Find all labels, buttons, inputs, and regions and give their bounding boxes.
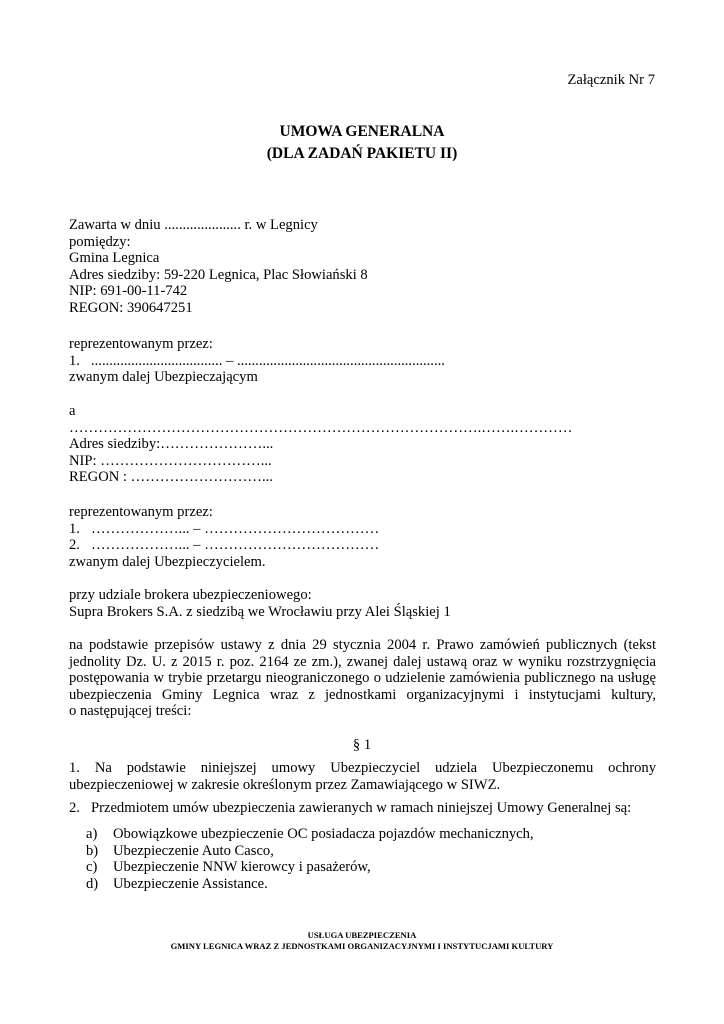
list-item-label: d)	[86, 875, 99, 892]
representative-number: 1.	[69, 352, 80, 369]
representative-number: 2.	[69, 537, 80, 553]
broker-label: przy udziale brokera ubezpieczeniowego:	[69, 587, 312, 603]
party2-address: Adres siedziby:…………………...	[69, 436, 274, 452]
paragraph-number: 2.	[69, 800, 80, 816]
party1-details	[69, 217, 656, 316]
party2-nip: NIP: ……………………………...	[69, 452, 272, 469]
party2-name-line: ………………………………………………………………………….…….…………	[69, 419, 573, 436]
representative-text: ………………... – ………………………………	[91, 520, 380, 537]
party1-regon: REGON: 390647251	[69, 299, 193, 316]
party2-regon: REGON : ………………………...	[69, 469, 273, 485]
section1-paragraph2	[69, 800, 656, 817]
list-item-text: Ubezpieczenie NNW kierowcy i pasażerów,	[113, 859, 371, 875]
representative-row	[69, 521, 656, 538]
broker-section	[69, 587, 656, 620]
document-subtitle: (DLA ZADAŃ PAKIETU II)	[266, 145, 458, 162]
list-item-text: Ubezpieczenie Auto Casco,	[113, 842, 274, 859]
list-item	[86, 843, 534, 860]
basis-line: jednolity Dz. U. z 2015 r. poz. 2164 ze zm.), zwanej dalej ustawą oraz w wyniku rozstrzygnięcia	[69, 653, 656, 670]
party2-details	[69, 403, 656, 486]
footer-line: USŁUGA UBEZPIECZENIA	[307, 930, 417, 940]
party1-name: Gmina Legnica	[69, 250, 160, 266]
party2-role: zwanym dalej Ubezpieczycielem.	[69, 553, 266, 570]
list-item-label: b)	[86, 842, 99, 859]
paragraph-text: Przedmiotem umów ubezpieczenia zawieranych w ramach niniejszej Umowy Generalnej są:	[91, 800, 632, 816]
list-item	[86, 859, 534, 876]
list-item	[86, 876, 534, 893]
basis-line: o następującej treści:	[69, 703, 192, 719]
broker-name: Supra Brokers S.A. z siedzibą we Wrocławiu przy Alei Śląskiej 1	[69, 603, 451, 620]
paragraph-line	[69, 800, 656, 817]
representative-row	[69, 537, 656, 554]
basis-paragraph	[69, 637, 656, 720]
representative-text: ………………... – ………………………………	[91, 537, 380, 553]
list-item-label: a)	[86, 826, 98, 842]
list-item	[86, 826, 534, 843]
list-item-text: Obowiązkowe ubezpieczenie OC posiadacza pojazdów mechanicznych,	[113, 826, 534, 842]
represented-by-label: reprezentowanym przez:	[69, 504, 213, 520]
representative-number: 1.	[69, 520, 80, 537]
basis-line: ubezpieczenia Gminy Legnica wraz z jednostkami organizacyjnymi i instytucjami kultury,	[69, 686, 656, 703]
representative-text: .................................... – .........................................................	[91, 352, 445, 369]
party1-address: Adres siedziby: 59-220 Legnica, Plac Słowiański 8	[69, 266, 368, 283]
and-label: a	[69, 403, 76, 419]
attachment-label: Załącznik Nr 7	[567, 72, 655, 88]
insurance-list	[86, 826, 534, 892]
party1-role: zwanym dalej Ubezpieczającym	[69, 369, 258, 385]
basis-line: postępowania w trybie przetargu nieograniczonego o udzielenie zamówienia publicznego na usługę	[69, 670, 656, 686]
document-title: UMOWA GENERALNA	[279, 123, 445, 140]
contract-date-line: Zawarta w dniu ..................... r. w Legnicy	[69, 217, 318, 233]
list-item-text: Ubezpieczenie Assistance.	[113, 875, 268, 892]
representative-row	[69, 353, 656, 370]
between-label: pomiędzy:	[69, 233, 131, 250]
page-footer	[0, 930, 724, 952]
party1-nip: NIP: 691-00-11-742	[69, 283, 188, 299]
footer-line: GMINY LEGNICA WRAZ Z JEDNOSTKAMI ORGANIZACYJNYMI I INSTYTUCJAMI KULTURY	[170, 941, 554, 951]
represented-by-label: reprezentowanym przez:	[69, 336, 213, 352]
party2-representation	[69, 504, 656, 570]
basis-line: na podstawie przepisów ustawy z dnia 29 stycznia 2004 r. Prawo zamówień publicznych (tekst	[69, 637, 656, 653]
party1-representation	[69, 336, 656, 386]
list-item-label: c)	[86, 859, 98, 875]
section-heading: § 1	[352, 737, 372, 753]
section1-paragraph1	[69, 760, 656, 793]
paragraph-line: 1. Na podstawie niniejszej umowy Ubezpieczyciel udziela Ubezpieczonemu ochrony	[69, 760, 656, 776]
paragraph-line: ubezpieczeniowej w zakresie określonym przez Zamawiającego w SIWZ.	[69, 776, 501, 793]
